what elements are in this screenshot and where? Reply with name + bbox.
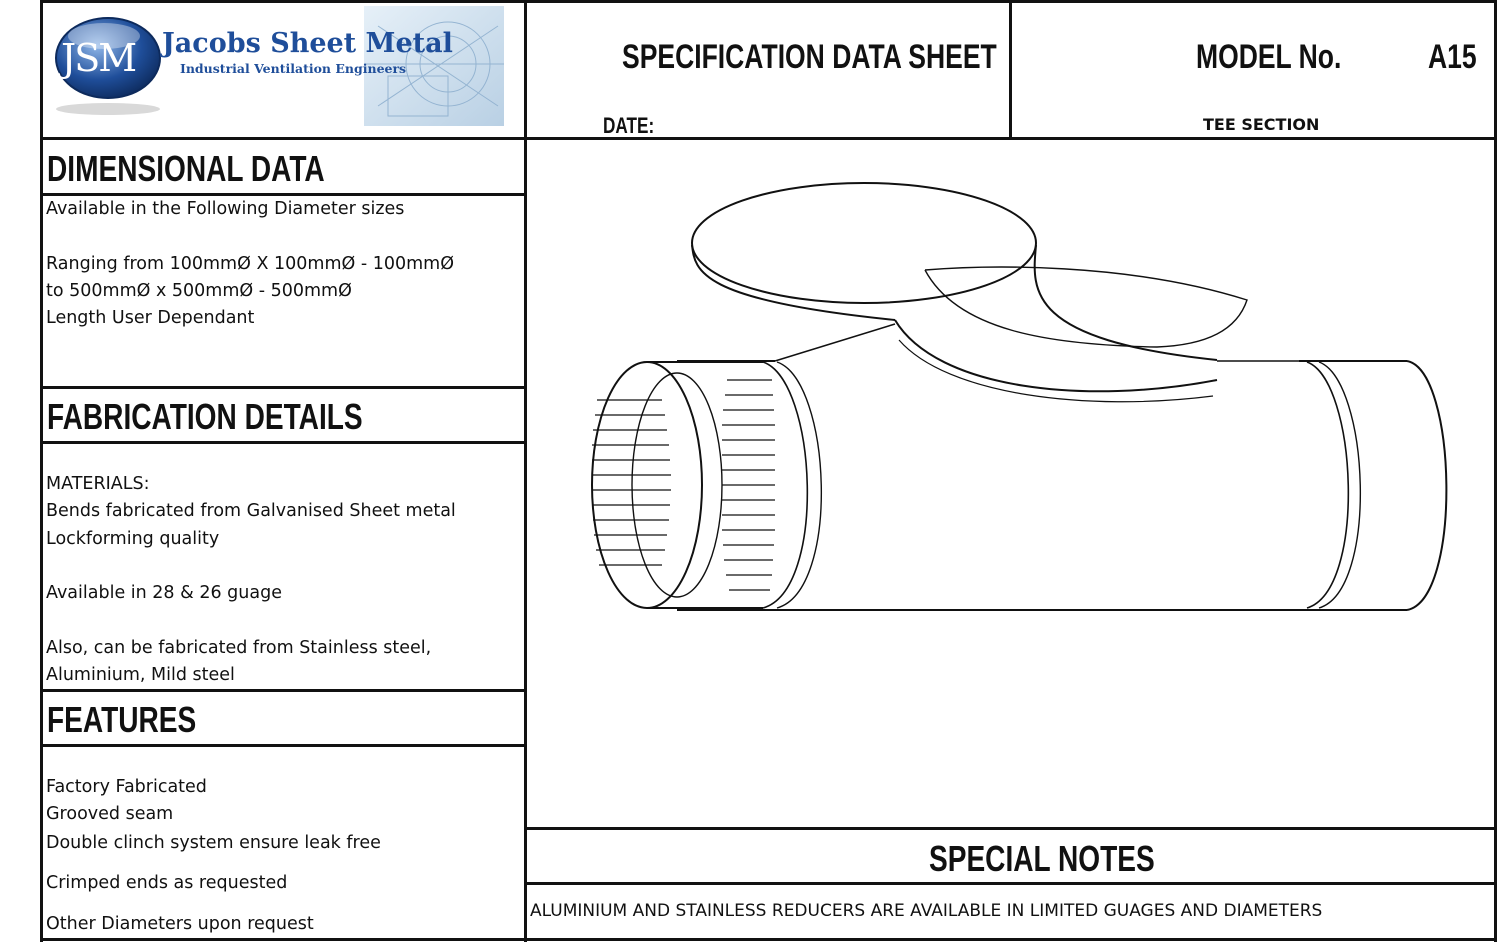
- branch-saddle: [895, 320, 1217, 391]
- divider-fab-heading: [40, 441, 526, 444]
- branch-wall-left: [692, 245, 895, 320]
- logo-company-name: Jacobs Sheet Metal: [162, 28, 453, 59]
- dimensional-line-4: Length User Dependant: [46, 308, 255, 328]
- crimped-end-inner: [632, 373, 722, 597]
- dimensional-heading: DIMENSIONAL DATA: [47, 148, 325, 189]
- fabrication-line-5: Also, can be fabricated from Stainless steel,: [46, 638, 432, 658]
- tee-section-drawing: [527, 140, 1494, 827]
- border-top: [40, 0, 1497, 3]
- fabrication-line-3: Lockforming quality: [46, 529, 220, 549]
- branch-rim-inner: [925, 267, 1247, 347]
- features-line-4: Crimped ends as requested: [46, 873, 288, 893]
- fabrication-heading: FABRICATION DETAILS: [47, 396, 363, 437]
- features-line-1: Factory Fabricated: [46, 777, 207, 797]
- logo-tagline: Industrial Ventilation Engineers: [180, 61, 407, 76]
- page-title: SPECIFICATION DATA SHEET: [622, 38, 997, 76]
- features-line-3: Double clinch system ensure leak free: [46, 833, 381, 853]
- divider-fab-top: [40, 386, 526, 389]
- fabrication-line-4: Available in 28 & 26 guage: [46, 583, 282, 603]
- features-line-5: Other Diameters upon request: [46, 914, 314, 934]
- dimensional-line-3: to 500mmØ x 500mmØ - 500mmØ: [46, 281, 352, 301]
- crimped-end-outer: [592, 362, 702, 608]
- joint-line-left: [775, 324, 895, 361]
- fabrication-line-2: Bends fabricated from Galvanised Sheet metal: [46, 501, 456, 521]
- logo-monogram: JSM: [61, 36, 136, 80]
- features-heading: FEATURES: [47, 699, 197, 740]
- date-label: DATE:: [603, 113, 655, 138]
- divider-header-model: [1009, 0, 1012, 139]
- crimp-marks: [592, 380, 775, 590]
- fabrication-line-1: MATERIALS:: [46, 474, 150, 494]
- fabrication-line-6: Aluminium, Mild steel: [46, 665, 235, 685]
- company-logo: [48, 6, 504, 126]
- dimensional-line-2: Ranging from 100mmØ X 100mmØ - 100mmØ: [46, 254, 454, 274]
- special-notes-text: ALUMINIUM AND STAINLESS REDUCERS ARE AVAILABLE IN LIMITED GUAGES AND DIAMETERS: [530, 901, 1323, 921]
- product-name: TEE SECTION: [1203, 115, 1320, 134]
- divider-notes-heading: [524, 882, 1497, 885]
- features-line-2: Grooved seam: [46, 804, 174, 824]
- branch-rim-outer: [692, 183, 1036, 303]
- special-notes-heading: SPECIAL NOTES: [929, 838, 1155, 879]
- divider-notes-top: [524, 827, 1497, 830]
- border-left: [40, 0, 43, 942]
- dimensional-line-1: Available in the Following Diameter sizes: [46, 199, 405, 219]
- model-value: A15: [1428, 38, 1477, 76]
- border-right: [1494, 0, 1497, 942]
- divider-features-heading: [40, 744, 526, 747]
- model-label: MODEL No.: [1196, 38, 1342, 76]
- right-end-cap: [1407, 361, 1446, 610]
